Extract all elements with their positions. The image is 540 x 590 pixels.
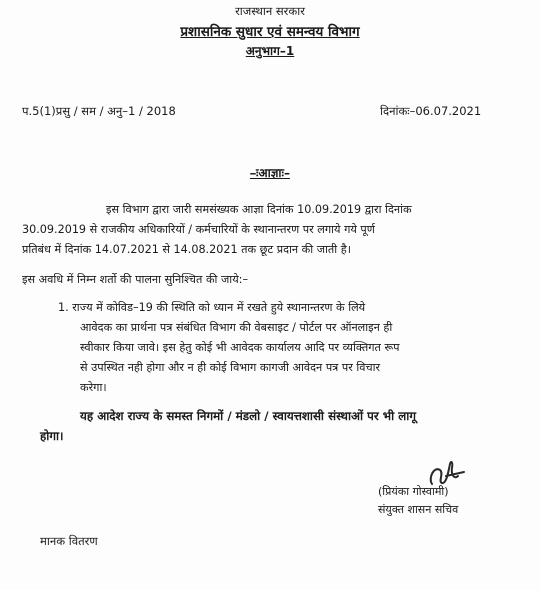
order-heading: –ःआज्ञाः– [250, 166, 290, 180]
condition-1-line-5: करेगा। [80, 381, 107, 394]
reference-number: प.5(1)प्रसु / सम / अनु–1 / 2018 [22, 104, 176, 118]
signatory-title: संयुक्त शासन सचिव [378, 503, 459, 516]
conditions-intro: इस अवधि में निम्न शर्तो की पालना सुनिश्चित की जाये:– [22, 273, 249, 286]
order-date: दिनांकः–06.07.2021 [380, 104, 482, 118]
condition-1-line-2: आवेदक का प्रार्थना पत्र संबंधित विभाग की वेबसाइट / पोर्टल पर ऑनलाइन ही [80, 321, 393, 334]
para1-line-3: प्रतिबंध में दिनांक 14.07.2021 से 14.08.2021 तक छूट प्रदान की जाती है। [22, 243, 351, 256]
para1-line-2: 30.09.2019 से राजकीय अधिकारियों / कर्मचारियों के स्थानान्तरण पर लगाये गये पूर्ण [22, 223, 375, 236]
distribution-note: मानक वितरण [40, 534, 98, 548]
section-name: अनुभाग–1 [245, 44, 295, 58]
condition-1-line-4: से उपस्थित नही होगा और न ही कोई विभाग कागजी आवेदन पत्र पर विचार [80, 361, 381, 374]
department-name: प्रशासनिक सुधार एवं समन्वय विभाग [180, 24, 360, 40]
condition-1-line-1: 1. राज्य में कोविड–19 की स्थिति को ध्यान में रखते हुये स्थानान्तरण के लिये [58, 301, 366, 314]
government-name: राजस्थान सरकार [235, 4, 305, 18]
condition-1-line-3: स्वीकार किया जावे। इस हेतु कोई भी आवेदक कार्यालय आदि पर व्यक्तिगत रूप [80, 341, 400, 354]
para1-line-1: इस विभाग द्वारा जारी समसंख्यक आज्ञा दिनांक 10.09.2019 द्वारा दिनांक [106, 203, 412, 216]
applicability-line-1: यह आदेश राज्य के समस्त निगमों / मंडलो / स्वायत्तशासी संस्थाओं पर भी लागू [80, 409, 416, 423]
applicability-line-2: होगा। [40, 429, 64, 443]
signatory-name: (प्रियंका गोस्वामी) [378, 485, 449, 498]
